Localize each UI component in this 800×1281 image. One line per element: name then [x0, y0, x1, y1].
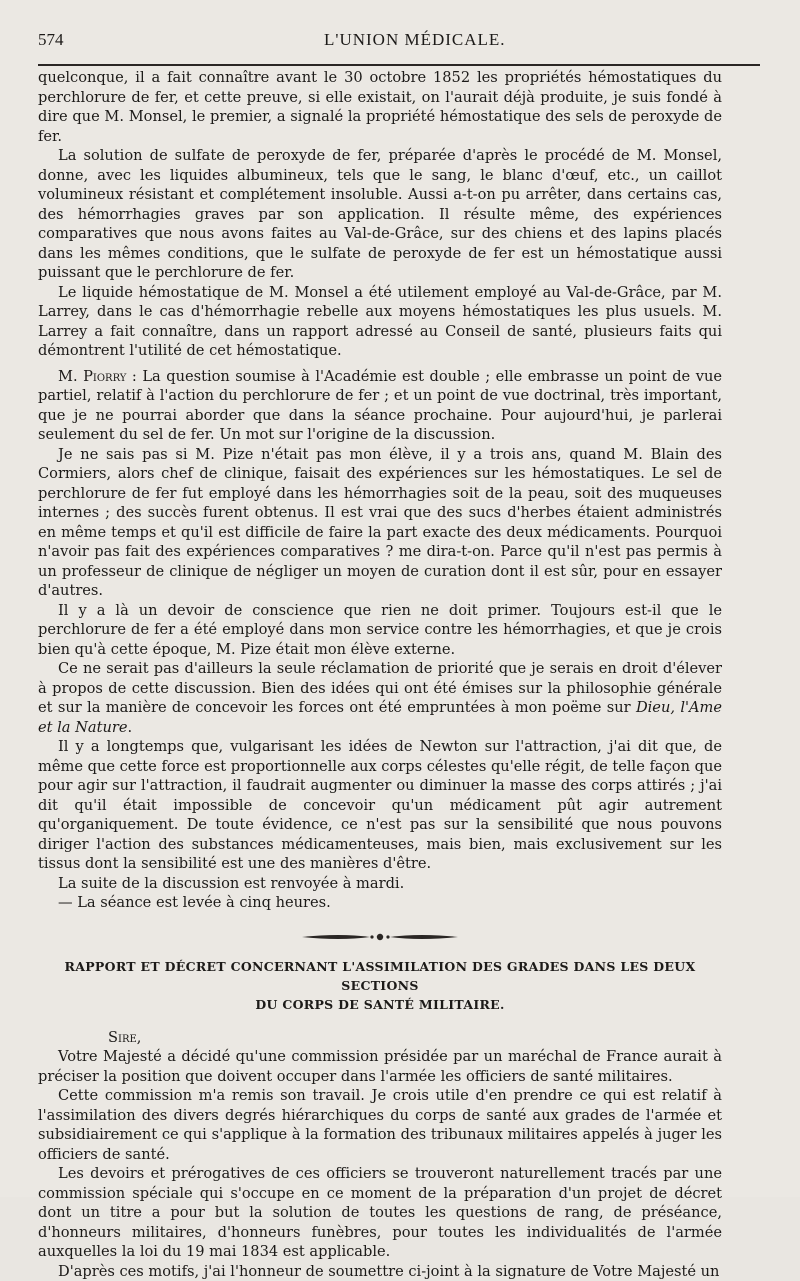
- paragraph: D'après ces motifs, j'ai l'honneur de soumettre ci-joint à la signature de Votre Majesté un: [38, 1262, 722, 1281]
- paragraph: Il y a là un devoir de conscience que rien ne doit primer. Toujours est-il que le perchlorure de fer a été employé dans mon service contre les hémorrhagies, et que je crois bien qu'à cette époque, M. Pize était mon élève externe.: [38, 601, 722, 660]
- section-ornament: [300, 931, 460, 943]
- paragraph: quelconque, il a fait connaître avant le 30 octobre 1852 les propriétés hémostatiques du perchlorure de fer, et cette preuve, si elle existait, on l'aurait déjà produite, je suis fondé à dire que M. Monsel, le premier, a signalé la propriété hémostatique des sels de peroxyde de fer.: [38, 68, 722, 146]
- priority-text: Ce ne serait pas d'ailleurs la seule réclamation de priorité que je serais en droit d'élever à propos de cette discussion. Bien des idées qui ont été émises sur la philosophie générale et sur la manière de concevoir les forces ont été empruntées à mon poëme sur: [38, 660, 722, 716]
- salutation: Sire,: [38, 1028, 722, 1048]
- speaker-name: M. Piorry: [58, 368, 126, 385]
- paragraph: La suite de la discussion est renvoyée à mardi.: [38, 874, 722, 894]
- paragraph: Les devoirs et prérogatives de ces officiers se trouveront naturellement tracés par une commission spéciale qui s'occupe en ce moment de la préparation d'un projet de décret dont un titre a pour but la solution de toutes les questions de rang, de préséance, d'honneurs militaires, d'honneurs funèbres, pour toutes les individualités de l'armée auxquelles la loi du 19 mai 1834 est applicable.: [38, 1164, 722, 1262]
- page-number: 574: [38, 30, 64, 50]
- speaker-text: : La question soumise à l'Académie est double ; elle embrasse un point de vue partiel, relatif à l'action du perchlorure de fer ; et un point de vue doctrinal, très important, que je ne pourrai aborder que dans la séance prochaine. Pour aujourd'hui, je parlerai seulement du sel de fer. Un mot sur l'origine de la discussion.: [38, 368, 722, 444]
- piorry-paragraph: [38, 367, 722, 445]
- section-title: [38, 957, 722, 1014]
- section-title-line-1: RAPPORT ET DÉCRET CONCERNANT L'ASSIMILATION DES GRADES DANS LES DEUX SECTIONS: [38, 957, 722, 995]
- page-header: [38, 30, 760, 60]
- paragraph: — La séance est levée à cinq heures.: [38, 893, 722, 913]
- paragraph: Il y a longtemps que, vulgarisant les idées de Newton sur l'attraction, j'ai dit que, de même que cette force est proportionnelle aux corps célestes qu'elle régit, de telle façon que pour agir sur l'attraction, il faudrait augmenter ou diminuer la masse des corps attirés ; j'ai dit qu'il était impossible de concevoir qu'un médicament pût agir autrement qu'organiquement. De toute évidence, ce n'est pas sur la sensibilité que nous pouvons diriger l'action des substances médicamenteuses, mais bien, mais exclusivement sur les tissus dont la sensibilité est une des manières d'être.: [38, 737, 722, 874]
- section-title-line-2: DU CORPS DE SANTÉ MILITAIRE.: [38, 995, 722, 1014]
- running-title: L'UNION MÉDICALE.: [324, 30, 506, 50]
- priority-end: .: [128, 719, 133, 736]
- paragraph: Votre Majesté a décidé qu'une commission présidée par un maréchal de France aurait à préciser la position que doivent occuper dans l'armée les officiers de santé militaires.: [38, 1047, 722, 1086]
- paragraph: La solution de sulfate de peroxyde de fer, préparée d'après le procédé de M. Monsel, donne, avec les liquides albumineux, tels que le sang, le blanc d'œuf, etc., un caillot volumineux résistant et complétement insoluble. Aussi a-t-on pu arrêter, dans certains cas, des hémorrhagies graves par son application. Il résulte même, des expériences comparatives que nous avons faites au Val-de-Grâce, sur des chiens et des lapins placés dans les mêmes conditions, que le sulfate de peroxyde de fer est un hémostatique aussi puissant que le perchlorure de fer.: [38, 146, 722, 283]
- article-body: [38, 68, 722, 1281]
- paragraph: Le liquide hémostatique de M. Monsel a été utilement employé au Val-de-Grâce, par M. Larrey, dans le cas d'hémorrhagie rebelle aux moyens hémostatiques les plus usuels. M. Larrey a fait connaître, dans un rapport adressé au Conseil de santé, plusieurs faits qui démontrent l'utilité de cet hémostatique.: [38, 283, 722, 361]
- priority-paragraph: [38, 659, 722, 737]
- header-rule: [38, 64, 760, 66]
- poem-title: Dieu, l'Ame et la Nature: [38, 699, 722, 736]
- paragraph: Je ne sais pas si M. Pize n'était pas mon élève, il y a trois ans, quand M. Blain des Cormiers, alors chef de clinique, faisait des expériences sur les hémostatiques. Le sel de perchlorure de fer fut employé dans les hémorrhagies soit de la peau, soit des muqueuses internes ; des succès furent obtenus. Il est vrai que des sucs d'herbes étaient administrés en même temps et qu'il est difficile de faire la part exacte des deux médicaments. Pourquoi n'avoir pas fait des expériences comparatives ? me dira-t-on. Parce qu'il n'est pas permis à un professeur de clinique de négliger un moyen de curation dont il est sûr, pour en essayer d'autres.: [38, 445, 722, 601]
- paragraph: Cette commission m'a remis son travail. Je crois utile d'en prendre ce qui est relatif à l'assimilation des divers degrés hiérarchiques du corps de santé aux grades de l'armée et subsidiairement ce qui s'applique à la formation des tribunaux militaires appelés à juger les officiers de santé.: [38, 1086, 722, 1164]
